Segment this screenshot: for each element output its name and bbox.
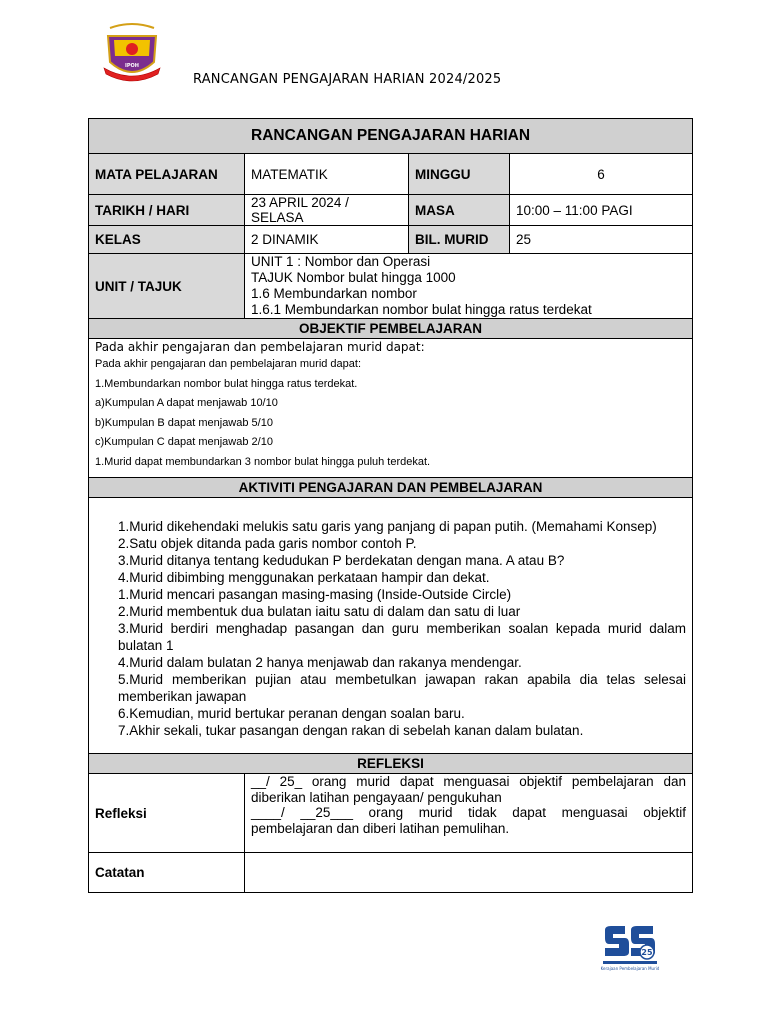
objektif-content-row: [89, 339, 693, 478]
table-title: RANCANGAN PENGAJARAN HARIAN: [89, 119, 693, 154]
row-mata-pelajaran: [89, 154, 693, 195]
unit-line: 1.6.1 Membundarkan nombor bulat hingga ratus terdekat: [251, 302, 592, 317]
objektif-line: Pada akhir pengajaran dan pembelajaran murid dapat:: [95, 358, 362, 370]
bil-murid-label: BIL. MURID: [409, 226, 510, 254]
lesson-plan-table: [88, 118, 693, 893]
aktiviti-line: 3.Murid ditanya tentang kedudukan P berdekatan dengan mana. A atau B?: [118, 553, 565, 568]
aktiviti-line: 1.Murid mencari pasangan masing-masing (Inside-Outside Circle): [118, 587, 512, 602]
row-kelas: [89, 226, 693, 254]
masa-label: MASA: [409, 195, 510, 226]
unit-tajuk-label: UNIT / TAJUK: [89, 254, 245, 319]
kelas-label: KELAS: [89, 226, 245, 254]
unit-line: TAJUK Nombor bulat hingga 1000: [251, 270, 456, 285]
kelas-value: 2 DINAMIK: [245, 226, 409, 254]
aktiviti-line: 6.Kemudian, murid bertukar peranan dengan soalan baru.: [118, 706, 465, 721]
svg-text:25: 25: [641, 948, 653, 957]
aktiviti-line: 7.Akhir sekali, tukar pasangan dengan rakan di sebelah kanan dalam bulatan.: [118, 723, 584, 738]
aktiviti-line: 2.Murid membentuk dua bulatan iaitu satu di dalam dan satu di luar: [118, 604, 521, 619]
svg-text:IPOH: IPOH: [125, 63, 139, 69]
refleksi-row: [89, 774, 693, 853]
tarikh-label: TARIKH / HARI: [89, 195, 245, 226]
tarikh-value: 23 APRIL 2024 / SELASA: [245, 195, 409, 226]
catatan-value: [245, 853, 693, 893]
objektif-line: a)Kumpulan A dapat menjawab 10/10: [95, 397, 278, 409]
aktiviti-line: 5.Murid memberikan pujian atau membetulkan jawapan rakan apabila dia telas selesai memberikan jawapan: [118, 672, 687, 704]
school-crest-logo: [100, 22, 164, 86]
objektif-intro: Pada akhir pengajaran dan pembelajaran murid dapat:: [95, 340, 425, 354]
unit-tajuk-value: [245, 254, 693, 319]
aktiviti-line: 3.Murid berdiri menghadap pasangan dan guru memberikan soalan kepada murid dalam bulatan 1: [118, 621, 687, 653]
footer-logo: [601, 924, 659, 972]
refleksi-line: ____/ __25___ orang murid tidak dapat menguasai objektif pembelajaran dan diberi latihan pemulihan.: [251, 805, 687, 836]
objektif-line: 1.Murid dapat membundarkan 3 nombor bulat hingga puluh terdekat.: [95, 455, 431, 468]
catatan-label: Catatan: [89, 853, 245, 893]
objektif-heading-row: [89, 319, 693, 339]
mata-pelajaran-value: MATEMATIK: [245, 154, 409, 195]
masa-value: 10:00 – 11:00 PAGI: [510, 195, 693, 226]
aktiviti-line: 4.Murid dalam bulatan 2 hanya menjawab dan rakanya mendengar.: [118, 655, 522, 670]
minggu-label: MINGGU: [409, 154, 510, 195]
aktiviti-content: [89, 498, 693, 754]
bil-murid-value: 25: [510, 226, 693, 254]
objektif-line: 1.Membundarkan nombor bulat hingga ratus terdekat.: [95, 377, 358, 390]
row-tarikh: [89, 195, 693, 226]
mata-pelajaran-label: MATA PELAJARAN: [89, 154, 245, 195]
row-unit-tajuk: [89, 254, 693, 319]
catatan-row: [89, 853, 693, 893]
unit-line: 1.6 Membundarkan nombor: [251, 286, 417, 301]
refleksi-label: Refleksi: [89, 774, 245, 853]
aktiviti-content-row: [89, 498, 693, 754]
objektif-line: b)Kumpulan B dapat menjawab 5/10: [95, 416, 273, 429]
table-title-row: [89, 119, 693, 154]
refleksi-heading: REFLEKSI: [89, 754, 693, 774]
objektif-line: c)Kumpulan C dapat menjawab 2/10: [95, 436, 273, 448]
aktiviti-line: 1.Murid dikehendaki melukis satu garis yang panjang di papan putih. (Memahami Konsep): [118, 519, 657, 534]
objektif-heading: OBJEKTIF PEMBELAJARAN: [89, 319, 693, 339]
refleksi-line: __/ 25_ orang murid dapat menguasai objektif pembelajaran dan diberikan latihan pengayaan/ pengukuhan: [251, 774, 687, 805]
document-header-title: RANCANGAN PENGAJARAN HARIAN 2024/2025: [193, 72, 502, 87]
aktiviti-heading-row: [89, 478, 693, 498]
aktiviti-line: 2.Satu objek ditanda pada garis nombor contoh P.: [118, 536, 417, 551]
svg-text:Kerajaan Pembelajaran Murid: Kerajaan Pembelajaran Murid: [601, 966, 659, 971]
minggu-value: 6: [510, 154, 693, 195]
aktiviti-line: 4.Murid dibimbing menggunakan perkataan hampir dan dekat.: [118, 570, 490, 585]
aktiviti-heading: AKTIVITI PENGAJARAN DAN PEMBELAJARAN: [89, 478, 693, 498]
refleksi-heading-row: [89, 754, 693, 774]
objektif-content: [89, 339, 693, 478]
refleksi-value: [245, 774, 693, 853]
unit-line: UNIT 1 : Nombor dan Operasi: [251, 254, 431, 269]
